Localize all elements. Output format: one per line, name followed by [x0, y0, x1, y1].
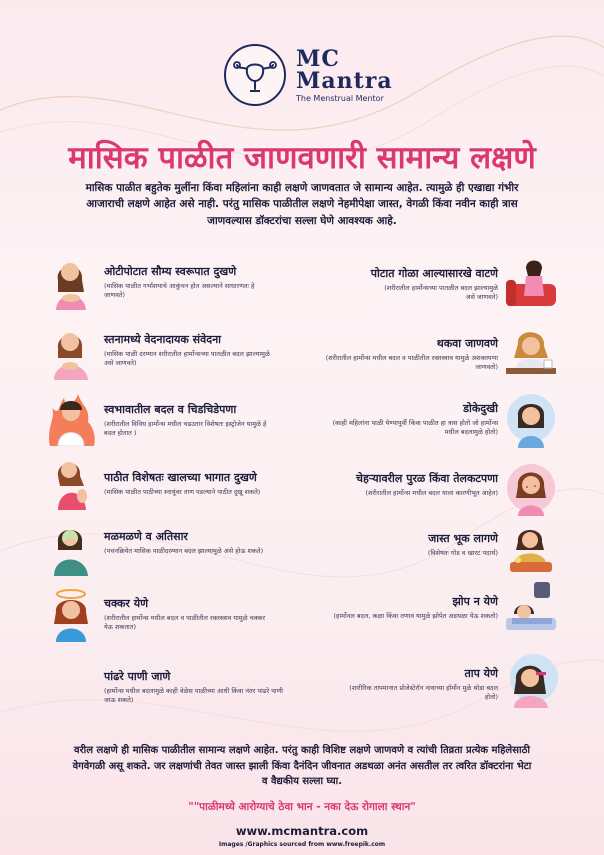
page-title: मासिक पाळीत जाणवणारी सामान्य लक्षणे: [68, 140, 536, 176]
symptom-heading: पांढरे पाणी जाणे: [104, 670, 171, 683]
woman-acne-icon: [504, 458, 558, 516]
symptom-description: (मासिक पाळीत गर्भाशयाचे आकुंचन होत असल्याने साधारणतः हे जाणवते): [104, 282, 255, 299]
symptom-right-1: [238, 266, 498, 302]
closing-line: वरील लक्षणे ही मासिक पाळीतील सामान्य लक्षणे आहेत. परंतु काही विशिष्ट लक्षणे जाणवणे व त्यांची तिव्रता प्रत्येक महिलेसाठी: [74, 745, 530, 756]
symptom-description: (शरीरातील विविध हार्मोन्स मधील चढउतार विशेषतः इस्ट्रोजेन यामुळे हे बदल होतात ): [104, 420, 267, 437]
woman-headache-icon: [504, 390, 558, 448]
image-credit: Images /Graphics sourced from www.freepik.com: [218, 841, 386, 848]
closing-paragraph: [36, 743, 568, 790]
symptom-description: (पचनक्रियेत मासिक पाळीदरम्यान बदल झाल्यामुळे असे होऊ शकते): [104, 547, 264, 555]
symptom-description: (शरीरातील हार्मोन्सच्या पातळीत बदल झाल्यामुळे असे जाणवते): [384, 284, 498, 301]
symptom-heading: थकवा जाणवणे: [436, 337, 498, 350]
symptom-heading: पाठीत विशेषतः खालच्या भागात दुखणे: [104, 471, 257, 484]
sleepless-woman-icon: [504, 578, 558, 636]
symptom-heading: डोकेदुखी: [463, 402, 498, 415]
symptom-heading: झोप न येणे: [452, 595, 498, 608]
symptom-heading: जास्त भूक लागणे: [428, 532, 498, 545]
symptom-heading: चेहऱ्यावरील पुरळ किंवा तेलकटपणा: [355, 472, 498, 485]
symptom-description: (शरीरातील हार्मोन्स मधील बदल याला कारणीभूत आहेत): [365, 489, 498, 497]
dizzy-woman-icon: [44, 584, 98, 642]
angry-woman-icon: [44, 388, 98, 446]
symptom-right-3: [238, 401, 498, 437]
closing-line: व वैद्यकीय सल्ला घ्या.: [261, 776, 343, 787]
symptom-heading: पोटात गोळा आल्यासारखे वाटणे: [370, 267, 498, 280]
symptom-description: (शरीरातील हार्मोन्स मधील बदल व पाळीतील रक्तस्त्राव यामुळे चक्कर येऊ शकतात): [104, 614, 265, 631]
symptom-description: (हार्मोन्स मधील बदलामुळे काही वेळेस पाळीच्या आधी किंवा नंतर पांढरे पाणी जाऊ शकते): [104, 687, 283, 704]
symptom-right-5: [238, 531, 498, 558]
closing-line: वेगवेगळी असू शकते. जर लक्षणांची तेवत जास्त झाली किंवा दैनंदिन जीवनात अडथळा अनंत असतील तर त्वरित डॉक्टरांना भेटा: [72, 760, 532, 772]
symptom-right-6: [238, 594, 498, 621]
symptom-heading: मळमळणे व अतिसार: [104, 530, 188, 543]
symptom-description: (शरीरातील हार्मोन्स मधील बदल व पाळीतील रक्तस्त्राव यामुळे अशक्तपणा जाणवतो): [325, 354, 498, 371]
symptom-description: (विशेषतः गोड व खारट पदार्थ): [427, 549, 498, 557]
slogan: ""पाळीमध्ये आरोग्याचे ठेवा भान - नका देऊ रोगाला स्थान": [188, 801, 416, 813]
intro-paragraph: [44, 180, 560, 229]
symptom-heading: ताप येणे: [464, 667, 498, 680]
nauseous-woman-icon: [44, 518, 98, 576]
symptom-heading: ओटीपोटात सौम्य स्वरूपात दुखणे: [104, 265, 237, 278]
symptom-description: (काही महिलांना पाळी येण्यापूर्वी किंवा पाळीत हा त्रास होतो जो हार्मोन्स मधील बदलामुळे होतो): [332, 419, 498, 436]
woman-holding-back-icon: [44, 452, 98, 510]
tired-woman-at-desk-icon: [504, 324, 558, 382]
brand-tagline: The Menstrual Mentor: [296, 93, 384, 103]
symptom-right-4: [238, 471, 498, 498]
website-link[interactable]: www.mcmantra.com: [235, 824, 369, 838]
brand-name-line1: MC: [296, 45, 340, 72]
symptom-heading: स्तनामध्ये वेदनादायक संवेदना: [104, 333, 222, 346]
feverish-woman-icon: [504, 650, 558, 708]
intro-line: मासिक पाळीत बहुतेक मुलींना किंवा महिलांना काही लक्षणे जाणवतात जे सामान्य आहेत. त्यामुळे ही एखाद्या गंभीर: [85, 182, 519, 194]
symptom-heading: चक्कर येणे: [104, 597, 149, 610]
brand-logo: [224, 40, 394, 110]
symptom-heading: स्वभावातील बदल व चिडचिडेपणा: [104, 403, 237, 416]
intro-line: आजाराची लक्षणे आहेत असे नाही. परंतु मासिक पाळीतील लक्षणे नेहमीपेक्षा जास्त, वेगळी किंवा नवीन काही त्रास: [86, 198, 518, 211]
intro-line: जाणवल्यास डॉक्टरांचा सल्ला घेणे आवश्यक आहे.: [207, 214, 397, 227]
symptom-description: (शारीरिक तापमानात प्रोजेस्टेरॉन नावाच्या हॉर्मोन मुळे थोडा बदल होतो): [349, 684, 498, 701]
woman-eating-icon: [504, 520, 558, 578]
woman-holding-abdomen-icon: [44, 252, 98, 310]
symptom-description: (मासिक पाळीत पाठीच्या स्नायूंवर ताण पडल्याने पाठीत दुखू शकते): [104, 488, 261, 496]
woman-holding-chest-icon: [44, 322, 98, 380]
symptom-right-2: [238, 336, 498, 372]
symptom-description: (मासिक पाळी दरम्यान शरीरातील हार्मोन्सच्या पातळीत बदल झाल्यामुळे असे जाणवते): [104, 350, 270, 367]
symptom-right-7: [238, 666, 498, 702]
brand-name-line2: Mantra: [296, 67, 393, 94]
symptom-description: (हार्मोनल बदल, कळा किंवा तणाव यामुळे झोपेत अडथळा येऊ शकतो): [333, 612, 498, 620]
woman-on-sofa-icon: [504, 254, 558, 312]
uterus-icon: [224, 44, 286, 106]
